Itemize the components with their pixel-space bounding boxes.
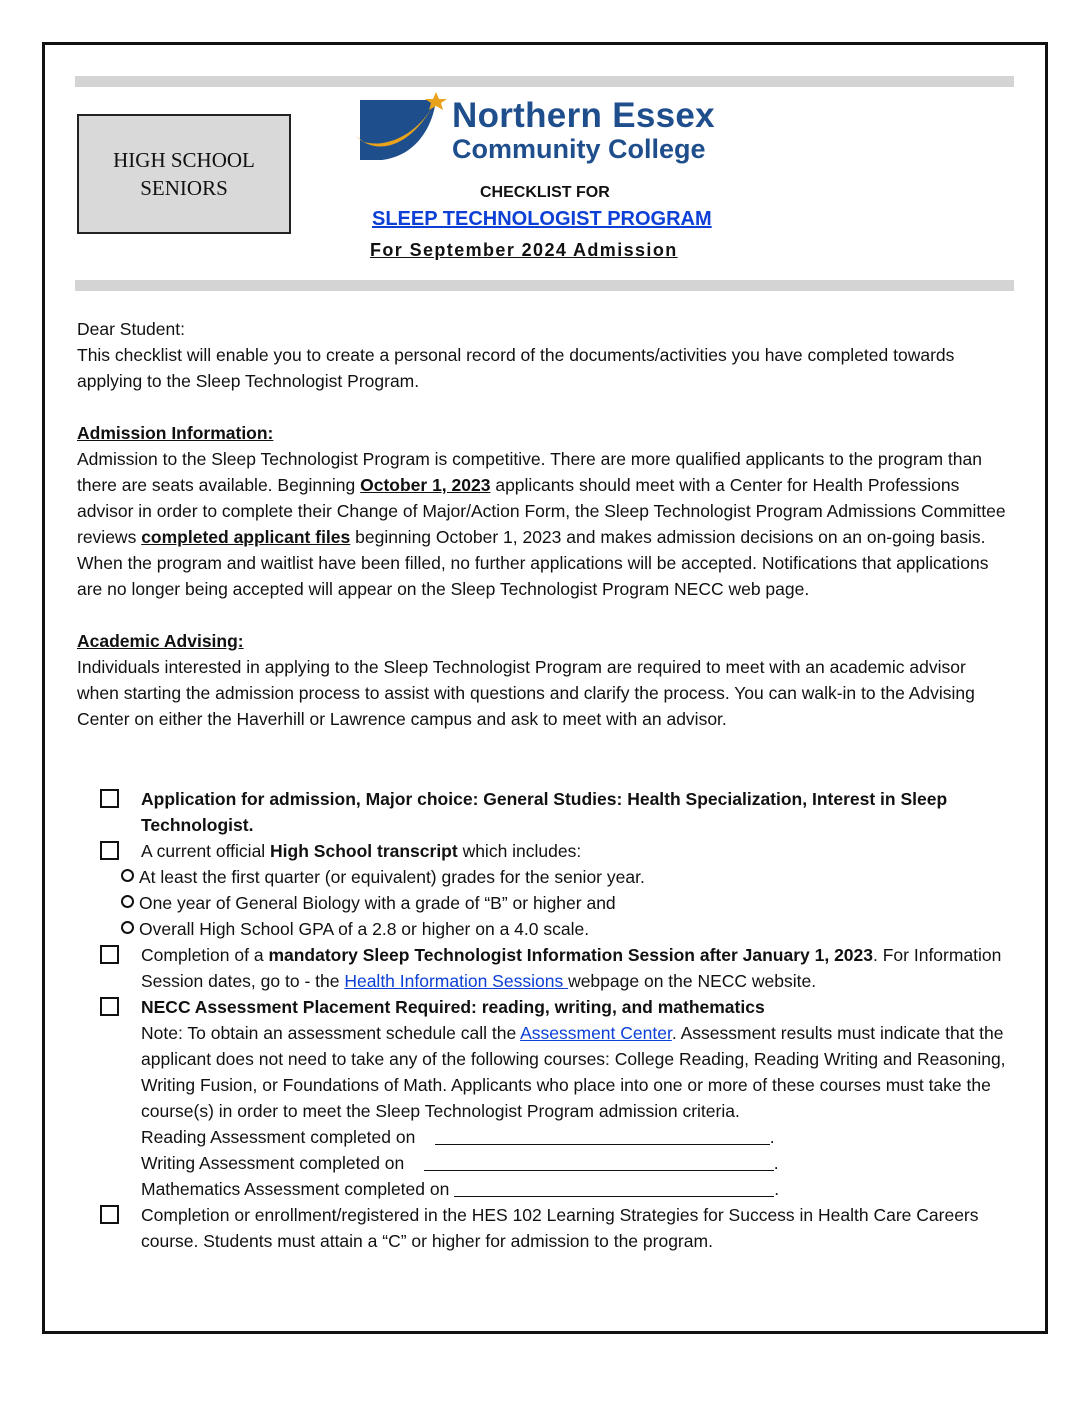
transcript-requirement: Overall High School GPA of a 2.8 or higher on a 4.0 scale. (121, 916, 1012, 942)
admission-info-heading: Admission Information: (77, 423, 274, 443)
writing-assessment-line: Writing Assessment completed on . (141, 1153, 779, 1173)
circle-bullet-icon (121, 921, 134, 934)
completed-files: completed applicant files (141, 527, 351, 547)
checklist-for-title: CHECKLIST FOR (480, 184, 610, 201)
top-divider (75, 76, 1014, 87)
math-date-field[interactable] (454, 1180, 774, 1197)
checkbox-icon[interactable] (100, 945, 119, 964)
checklist-item-transcript: A current official High School transcript which includes: At least the first quarter (or equivalent) grades for the senior year. One year of General Biology with a grade of “B” or higher and Overall High School GPA of a 2.8 or higher on a 4.0 scale. (100, 838, 1012, 942)
checkbox-icon[interactable] (100, 789, 119, 808)
reading-assessment-line: Reading Assessment completed on . (141, 1127, 775, 1147)
salutation: Dear Student: (77, 319, 185, 339)
header-divider (75, 280, 1014, 291)
circle-bullet-icon (121, 869, 134, 882)
circle-bullet-icon (121, 895, 134, 908)
college-logo (352, 90, 742, 170)
college-logo-emblem-icon (352, 90, 448, 166)
checklist-item-assessment: NECC Assessment Placement Required: reading, writing, and mathematics Note: To obtain an assessment schedule call the Assessment Center. Assessment results must indicate that the applicant does not need to take any of the following courses: College Reading, Reading Writing and Reasoning, Writing Fusion, or Foundations of Math. Applicants who place into one or more of these courses must take the course(s) in order to meet the Sleep Technologist Program admission criteria. Reading Assessment completed on . Writing Assessment completed on . Mathematics Assessment completed on . (100, 994, 1012, 1202)
checkbox-icon[interactable] (100, 1205, 119, 1224)
college-name-line-1: Northern Essex (452, 96, 715, 135)
badge-line-1: HIGH SCHOOL (113, 148, 255, 172)
admission-info-text: Admission to the Sleep Technologist Program is competitive. There are more qualified applicants to the program than there are seats available. Beginning October 1, 2023 applicants should meet with a Center for Health Professions advisor in order to complete their Change of Major/Action Form, the Sleep Technologist Program Admissions Committee reviews completed applicant files beginning October 1, 2023 and makes admission decisions on an on-going basis. When the program and waitlist have been filled, no further applications will be accepted. Notifications that applications are no longer being accepted will appear on the Sleep Technologist Program NECC web page. (77, 449, 1006, 599)
checkbox-icon[interactable] (100, 997, 119, 1016)
start-date: October 1, 2023 (360, 475, 491, 495)
advising-text: Individuals interested in applying to the Sleep Technologist Program are required to meet with an academic advisor when starting the admission process to assist with questions and clarify the process. You can walk-in to the Advising Center on either the Haverhill or Lawrence campus and ask to meet with an advisor. (77, 657, 975, 729)
letter-body (77, 316, 1012, 732)
checkbox-icon[interactable] (100, 841, 119, 860)
badge-line-2: SENIORS (140, 176, 228, 200)
advising-heading: Academic Advising: (77, 631, 244, 651)
audience-badge (77, 114, 291, 234)
program-title-link[interactable]: SLEEP TECHNOLOGIST PROGRAM (372, 208, 712, 230)
checklist-item-application: Application for admission, Major choice: General Studies: Health Specialization, Interest in Sleep Technologist. (100, 786, 1012, 838)
college-name-line-2: Community College (452, 134, 706, 164)
checklist-item-info-session: Completion of a mandatory Sleep Technologist Information Session after January 1, 2023. For Information Session dates, go to - the Health Information Sessions webpage on the NECC website. (100, 942, 1012, 994)
writing-date-field[interactable] (424, 1154, 774, 1171)
transcript-requirement: One year of General Biology with a grade of “B” or higher and (121, 890, 1012, 916)
health-info-sessions-link[interactable]: Health Information Sessions (344, 971, 569, 991)
math-assessment-line: Mathematics Assessment completed on . (141, 1179, 780, 1199)
transcript-requirement: At least the first quarter (or equivalent) grades for the senior year. (121, 864, 1012, 890)
assessment-center-link[interactable]: Assessment Center (520, 1023, 672, 1043)
reading-date-field[interactable] (435, 1128, 770, 1145)
checklist (100, 786, 1012, 1254)
admission-term-title: For September 2024 Admission (370, 240, 678, 260)
intro-text: This checklist will enable you to create a personal record of the documents/activities you have completed towards applying to the Sleep Technologist Program. (77, 345, 955, 391)
checklist-item-hes102: Completion or enrollment/registered in the HES 102 Learning Strategies for Success in Health Care Careers course. Students must attain a “C” or higher for admission to the program. (100, 1202, 1012, 1254)
